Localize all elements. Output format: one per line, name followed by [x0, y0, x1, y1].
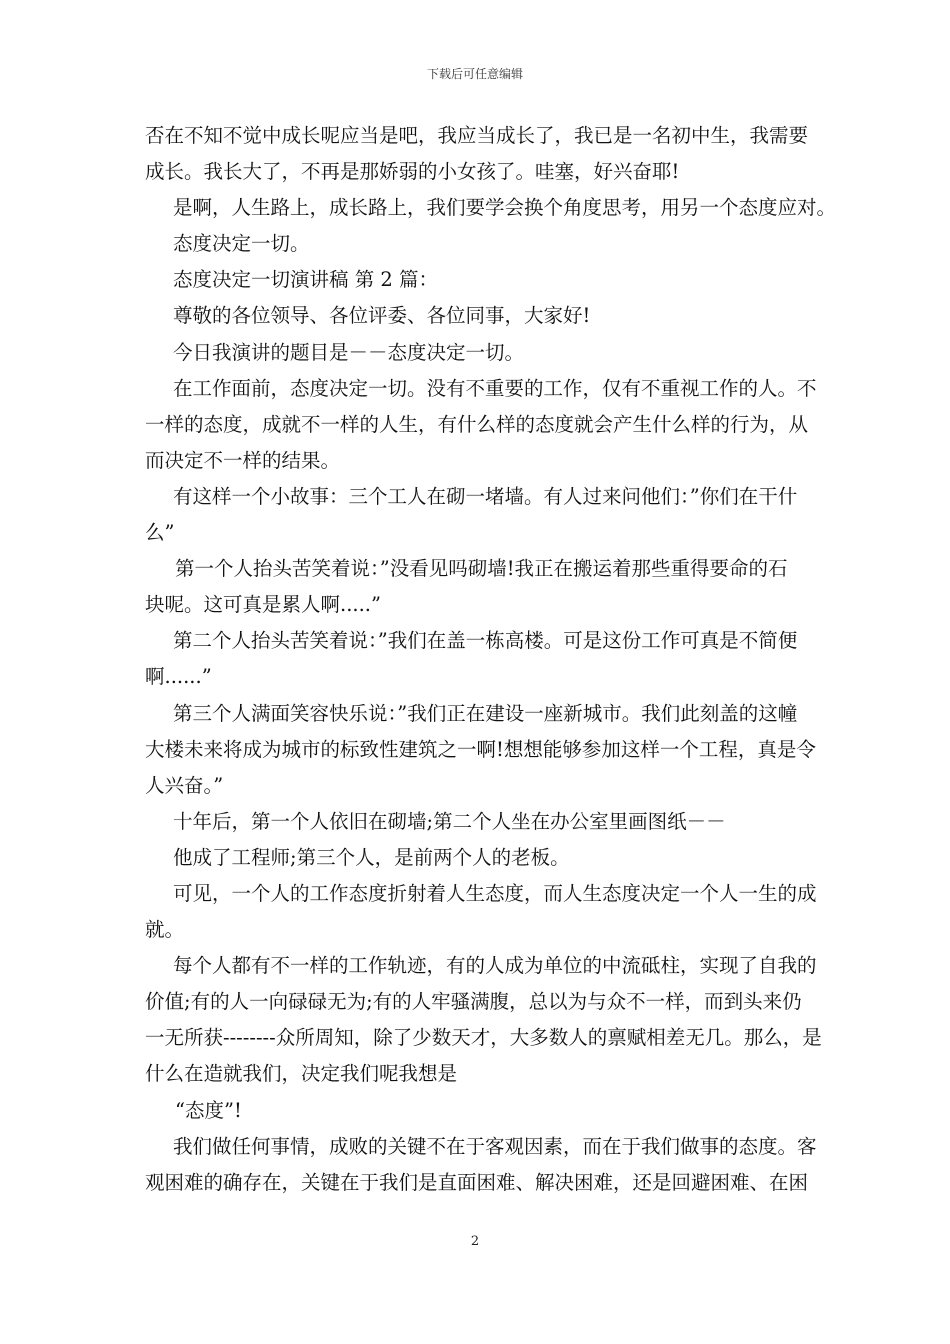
paragraph-line: 第二个人抬头苦笑着说：”我们在盖一栋高楼。可是这份工作可真是不简便	[173, 629, 798, 653]
section-heading: 态度决定一切演讲稿 第 2 篇：	[173, 268, 439, 292]
paragraph-line: 么”	[145, 521, 175, 545]
paragraph-line: 我们做任何事情，成败的关键不在于客观因素，而在于我们做事的态度。客	[173, 1134, 817, 1158]
document-body	[145, 118, 837, 1201]
paragraph-line: “态度”!	[175, 1098, 242, 1122]
paragraph-line: 一无所获--------众所周知，除了少数天才，大多数人的禀赋相差无几。那么，是	[145, 1026, 822, 1050]
paragraph-line: 观困难的确存在，关键在于我们是直面困难、解决困难，还是回避困难、在困	[145, 1170, 809, 1194]
paragraph-line: 啊......”	[145, 665, 212, 689]
paragraph-line: 第一个人抬头苦笑着说：”没看见吗砌墙!我正在搬运着那些重得要命的石	[175, 557, 788, 581]
paragraph-line: 有这样一个小故事：三个工人在砌一堵墙。有人过来问他们：”你们在干什	[173, 484, 798, 508]
paragraph-line: 大楼未来将成为城市的标致性建筑之一啊!想想能够参加这样一个工程，真是令	[145, 737, 816, 761]
paragraph-line: 今日我演讲的题目是－－态度决定一切。	[173, 340, 525, 364]
paragraph-line: 可见，一个人的工作态度折射着人生态度，而人生态度决定一个人一生的成	[173, 881, 817, 905]
paragraph-line: 就。	[145, 918, 185, 942]
paragraph-line: 第三个人满面笑容快乐说：”我们正在建设一座新城市。我们此刻盖的这幢	[173, 701, 798, 725]
paragraph-line: 而决定不一样的结果。	[145, 448, 341, 472]
page-number: 2	[470, 1234, 480, 1249]
paragraph-line: 一样的态度，成就不一样的人生，有什么样的态度就会产生什么样的行为，从	[145, 412, 809, 436]
paragraph-line: 块呢。这可真是累人啊.....”	[145, 593, 381, 617]
paragraph-line: 成长。我长大了，不再是那娇弱的小女孩了。哇塞，好兴奋耶!	[145, 160, 680, 184]
paragraph-line: 每个人都有不一样的工作轨迹，有的人成为单位的中流砥柱，实现了自我的	[173, 954, 817, 978]
paragraph-line: 什么在造就我们，决定我们呢我想是	[145, 1062, 458, 1086]
paragraph-line: 否在不知不觉中成长呢应当是吧，我应当成长了，我已是一名初中生，我需要	[145, 124, 809, 147]
paragraph-line: 是啊，人生路上，成长路上，我们要学会换个角度思考，用另一个态度应对。	[173, 196, 837, 220]
paragraph-line: 人兴奋。”	[145, 773, 224, 797]
paragraph-line: 尊敬的各位领导、各位评委、各位同事，大家好!	[173, 304, 591, 328]
paragraph-line: 他成了工程师;第三个人，是前两个人的老板。	[173, 845, 570, 869]
paragraph-line: 在工作面前，态度决定一切。没有不重要的工作，仅有不重视工作的人。不	[173, 376, 817, 400]
paragraph-line: 价值;有的人一向碌碌无为;有的人牢骚满腹，总以为与众不一样，而到头来仍	[145, 990, 802, 1014]
page-header: 下载后可任意编辑	[426, 67, 523, 81]
paragraph-line: 十年后，第一个人依旧在砌墙;第二个人坐在办公室里画图纸－－	[173, 809, 726, 833]
paragraph-line: 态度决定一切。	[173, 232, 310, 256]
